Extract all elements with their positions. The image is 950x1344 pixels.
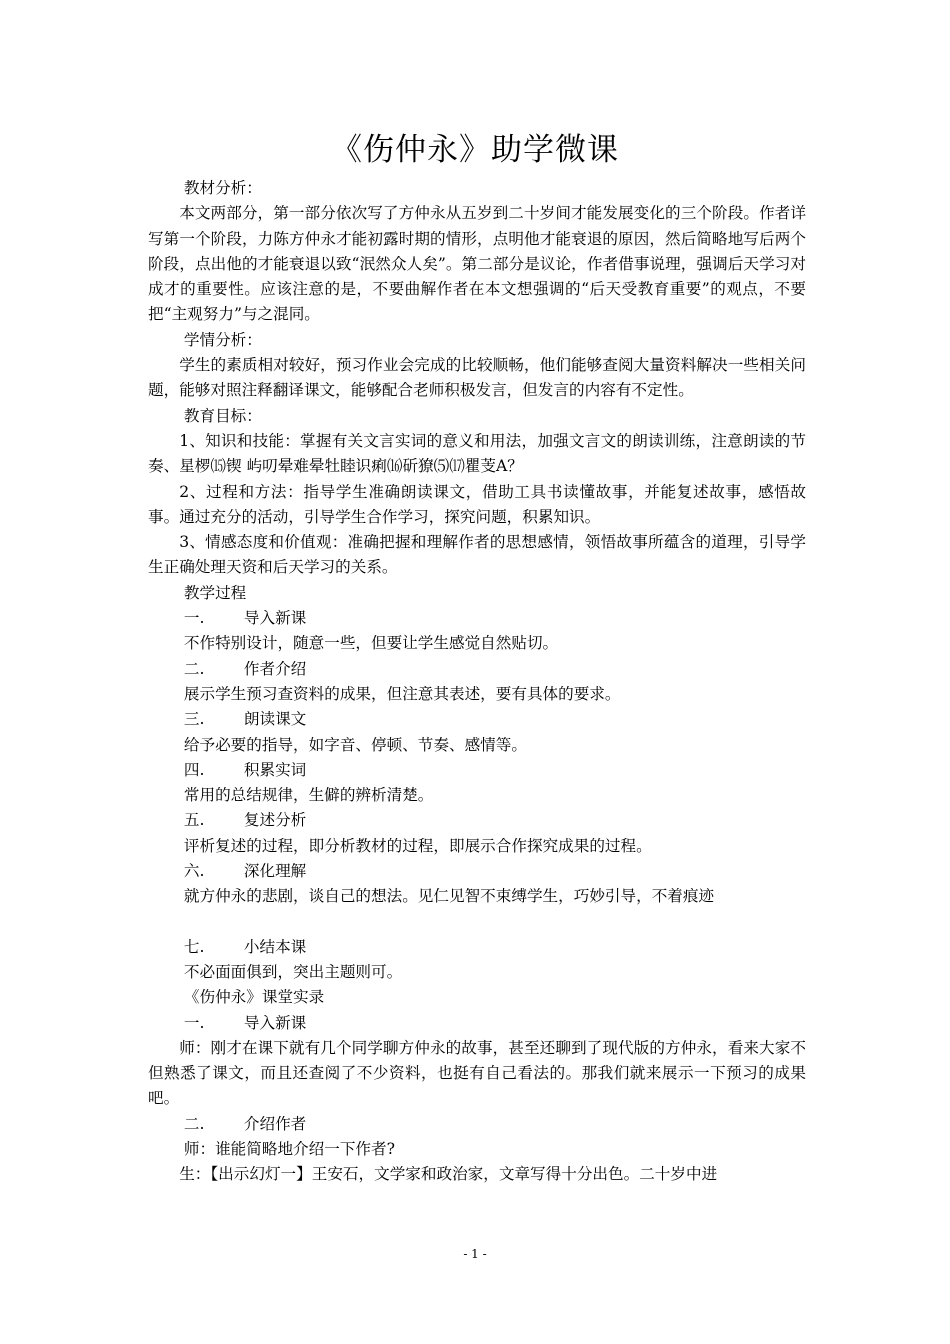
section-title: 导入新课 <box>243 609 307 628</box>
paragraph: 教学过程 <box>183 583 247 602</box>
section-title: 朗读课文 <box>243 710 307 729</box>
section-number: 一. <box>183 1013 205 1032</box>
page-number: - 1 - <box>463 1247 487 1261</box>
section-number: 六. <box>183 862 205 881</box>
section-title: 积累实词 <box>243 760 307 779</box>
section-heading <box>148 808 806 833</box>
section-number: 一. <box>183 609 205 628</box>
section-title: 介绍作者 <box>243 1114 307 1133</box>
section-title: 复述分析 <box>243 811 307 830</box>
section-heading <box>148 657 806 682</box>
paragraph: 生：【出示幻灯一】王安石，文学家和政治家，文章写得十分出色。二十岁中进 <box>179 1165 718 1184</box>
section-heading <box>148 1112 806 1137</box>
paragraph: 评析复述的过程，即分析教材的过程，即展示合作探究成果的过程。 <box>183 836 652 855</box>
section-number: 七. <box>183 937 205 956</box>
paragraph: 学生的素质相对较好，预习作业会完成的比较顺畅，他们能够查阅大量资料解决一些相关问题，能够对照注释翻译课文，能够配合老师积极发言，但发言的内容有不定性。 <box>148 356 806 400</box>
section-title: 作者介绍 <box>243 659 307 678</box>
section-heading <box>148 758 806 783</box>
paragraph: 师：谁能简略地介绍一下作者? <box>183 1139 395 1158</box>
paragraph: 2、过程和方法：指导学生准确朗读课文，借助工具书读懂故事，并能复述故事，感悟故事。通过充分的活动，引导学生合作学习，探究问题，积累知识。 <box>148 482 806 526</box>
paragraph: 3、情感态度和价值观：准确把握和理解作者的思想感情，领悟故事所蕴含的道理，引导学生正确处理天资和后天学习的关系。 <box>148 533 806 577</box>
section-heading <box>148 935 806 960</box>
paragraph: 教材分析： <box>183 179 262 197</box>
paragraph: 就方仲永的悲剧，谈自己的想法。见仁见智不束缚学生，巧妙引导，不着痕迹 <box>183 887 715 906</box>
paragraph: 1、知识和技能：掌握有关文言实词的意义和用法，加强文言文的朗读训练，注意朗读的节奏、星椤⒂锲 屿叨晕难晕牡睦识痢⒃斫獠⑸⒄瞿芰Α？ <box>148 431 806 476</box>
section-heading <box>148 1011 806 1036</box>
paragraph: 本文两部分，第一部分依次写了方仲永从五岁到二十岁间才能发展变化的三个阶段。作者详写第一个阶段，力陈方仲永才能初露时期的情形，点明他才能衰退的原因，然后简略地写后两个阶段，点出他的才能衰退以致“泯然众人矣”。第二部分是议论，作者借事说理，强调后天学习对成才的重要性。应该注意的是，不要曲解作者在本文想强调的“后天受教育重要”的观点，不要把“主观努力”与之混同。 <box>148 204 806 324</box>
section-number: 五. <box>183 811 205 830</box>
paragraph: 常用的总结规律，生僻的辨析清楚。 <box>183 786 434 805</box>
section-number: 四. <box>183 760 205 779</box>
page-title: 《伤仲永》助学微课 <box>331 132 619 168</box>
paragraph: 给予必要的指导，如字音、停顿、节奏、感情等。 <box>183 735 527 754</box>
section-number: 三. <box>183 710 205 729</box>
paragraph: 师：刚才在课下就有几个同学聊方仲永的故事，甚至还聊到了现代版的方仲永，看来大家不但熟悉了课文，而且还查阅了不少资料，也挺有自己看法的。那我们就来展示一下预习的成果吧。 <box>148 1038 806 1108</box>
paragraph: 展示学生预习查资料的成果，但注意其表述，要有具体的要求。 <box>183 684 621 703</box>
section-heading <box>148 707 806 732</box>
paragraph: 学情分析： <box>183 330 262 349</box>
paragraph: 不必面面俱到，突出主题则可。 <box>183 962 403 981</box>
section-heading <box>148 859 806 884</box>
section-title: 导入新课 <box>243 1013 307 1032</box>
section-title: 深化理解 <box>243 862 307 881</box>
section-title: 小结本课 <box>243 937 307 956</box>
section-number: 二. <box>183 659 205 678</box>
paragraph: 《伤仲永》课堂实录 <box>183 988 325 1007</box>
paragraph: 教育目标： <box>183 406 262 425</box>
blank-line <box>148 910 806 935</box>
section-number: 二. <box>183 1114 205 1133</box>
paragraph: 不作特别设计，随意一些，但要让学生感觉自然贴切。 <box>183 634 559 653</box>
document-body <box>148 176 806 1188</box>
section-heading <box>148 606 806 631</box>
